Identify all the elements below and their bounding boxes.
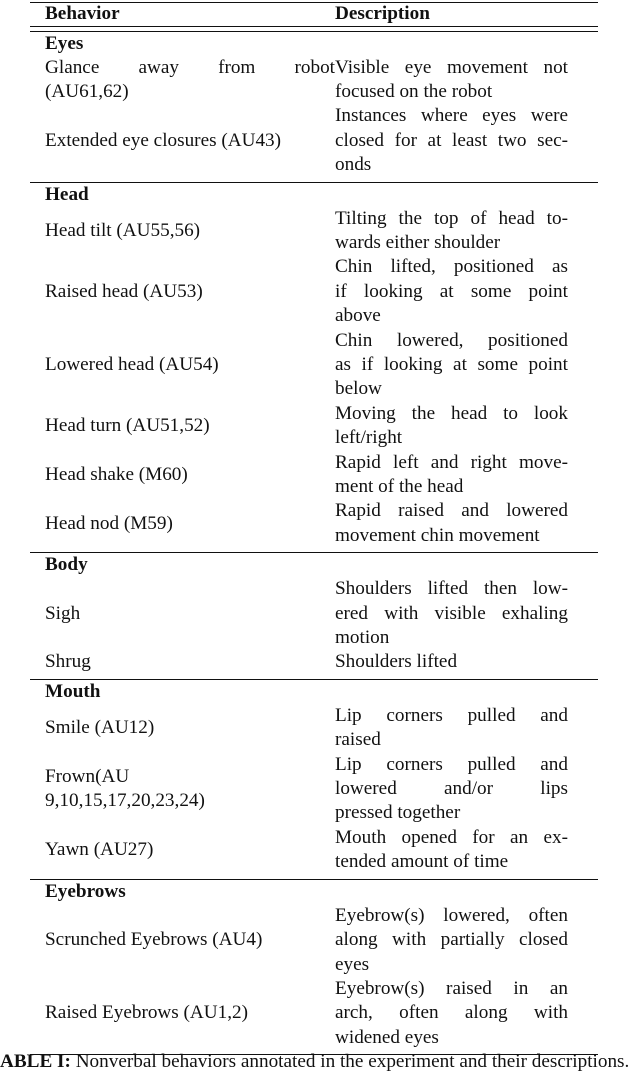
table-row [30,104,598,177]
description-cell [335,826,568,875]
behavior-cell [30,512,335,536]
table-row [30,577,598,650]
description-cell [335,499,568,548]
behavior-line: Raised head (AU53) [45,280,203,302]
description-line: movement chin movement [335,524,540,546]
table-row [30,977,598,1050]
description-line: Rapid left and right move- [335,451,568,473]
table-row [30,329,598,402]
behavior-line: Head nod (M59) [45,512,173,534]
table-row [30,704,598,753]
description-cell [335,104,568,177]
behavior-line: Extended eye closures (AU43) [45,129,282,151]
behavior-line: Head turn (AU51,52) [45,414,210,436]
description-cell [335,704,568,753]
table-header-row [30,3,598,27]
behavior-cell [30,280,335,304]
description-line: Shoulders lifted [335,651,458,673]
description-cell [335,329,568,402]
behavior-cell [30,219,335,243]
description-cell [335,255,568,328]
behavior-cell [30,602,335,626]
description-line: pressed together [335,802,461,824]
caption-text: Nonverbal behaviors annotated in the experiment and their descriptions. [70,1051,630,1072]
behavior-line: Raised Eyebrows (AU1,2) [45,1002,249,1024]
table-row [30,826,598,875]
table-body [30,32,598,1055]
section-head [30,182,598,553]
table-row [30,402,598,451]
behavior-line: Frown(AU [45,765,130,787]
behavior-line: Smile (AU12) [45,717,155,739]
table-row [30,650,598,674]
behavior-cell [30,463,335,487]
section-heading: Eyebrows [45,880,126,902]
section-heading: Mouth [45,680,101,702]
description-cell [335,451,568,500]
description-line: Chin lifted, positioned as [335,256,568,278]
section-heading: Eyes [45,32,84,54]
description-line: Mouth opened for an ex- [335,826,568,848]
description-line: below [335,378,382,400]
behavior-line: Scrunched Eyebrows (AU4) [45,929,263,951]
description-line: Tilting the top of head to- [335,207,568,229]
description-line: Instances where eyes were [335,105,568,127]
description-line: onds [335,154,372,176]
description-line: along with partially closed [335,929,568,951]
behavior-cell [30,353,335,377]
description-line: widened eyes [335,1026,439,1048]
section-mouth [30,679,598,879]
behavior-line: Sigh [45,602,81,624]
behavior-line: Yawn (AU27) [45,839,154,861]
description-cell [335,650,568,674]
description-cell [335,577,568,650]
description-line: Shoulders lifted then low- [335,578,568,600]
description-line: lowered and/or lips [335,778,568,800]
behavior-cell [30,650,335,674]
behavior-cell [30,129,335,153]
description-line: ment of the head [335,476,464,497]
description-line: Rapid raised and lowered [335,500,568,522]
section-heading: Head [45,183,89,205]
behavior-cell [30,765,335,814]
behavior-line: (AU61,62) [45,80,129,102]
table-row [30,499,598,548]
caption-label: ABLE I: [0,1051,71,1072]
description-line: closed for at least two sec- [335,129,568,151]
behavior-cell [30,716,335,740]
description-line: tended amount of time [335,851,509,873]
table-row [30,56,598,105]
description-line: motion [335,627,390,649]
description-line: wards either shoulder [335,231,501,253]
description-line: Visible eye movement not [335,56,568,78]
section-body [30,552,598,679]
table-row [30,753,598,826]
table-row [30,904,598,977]
description-line: Lip corners pulled and [335,753,568,775]
behavior-line: Lowered head (AU54) [45,353,219,375]
header-description: Description [335,3,430,25]
table-row [30,255,598,328]
description-line: Moving the head to look [335,402,568,424]
behavior-cell [30,56,335,105]
description-cell [335,402,568,451]
behavior-line: Shrug [45,651,91,673]
description-line: Lip corners pulled and [335,704,568,726]
header-behavior: Behavior [45,3,120,25]
description-line: eyes [335,953,370,975]
description-line: Eyebrow(s) lowered, often [335,904,568,926]
description-line: if looking at some point [335,280,568,302]
description-cell [335,977,568,1050]
description-line: raised [335,729,381,751]
section-eyebrows [30,879,598,1054]
behavior-line: 9,10,15,17,20,23,24) [45,790,205,812]
description-line: arch, often along with [335,1002,568,1024]
behavior-cell [30,1001,335,1025]
description-line: left/right [335,427,403,449]
table-row [30,207,598,256]
behavior-cell [30,928,335,952]
behavior-cell [30,838,335,862]
description-line: above [335,305,381,327]
description-cell [335,904,568,977]
behavior-line: Head shake (M60) [45,463,188,485]
behavior-line: Glance away from robot [45,56,335,78]
table-caption [0,1050,629,1074]
description-cell [335,56,568,105]
description-line: focused on the robot [335,80,493,102]
section-heading: Body [45,554,88,576]
description-line: Chin lowered, positioned [335,329,568,351]
table-row [30,451,598,500]
description-line: as if looking at some point [335,353,568,375]
description-line: Eyebrow(s) raised in an [335,977,568,999]
behavior-table [30,2,598,1055]
description-cell [335,753,568,826]
behavior-cell [30,414,335,438]
description-cell [335,207,568,256]
section-eyes [30,32,598,182]
behavior-line: Head tilt (AU55,56) [45,219,201,241]
description-line: ered with visible exhaling [335,602,568,624]
